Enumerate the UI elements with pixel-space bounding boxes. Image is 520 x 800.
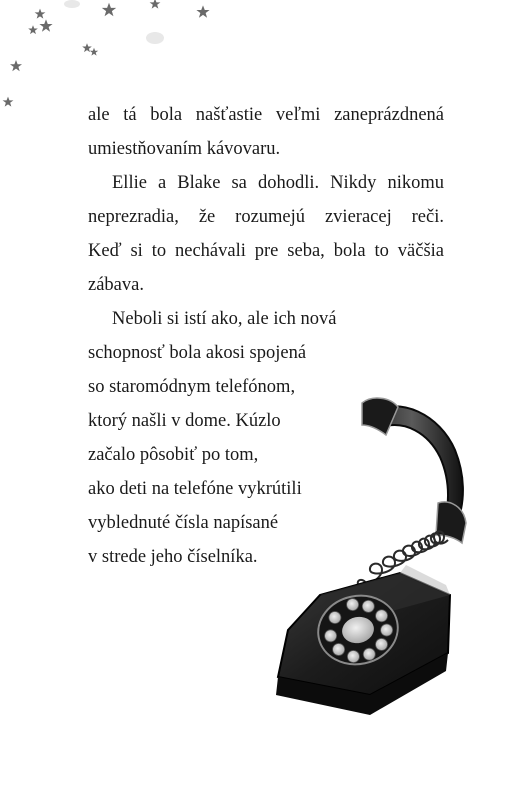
text-line: vyblednuté čísla napísané [88, 513, 279, 533]
text-line: v strede jeho číselníka. [88, 547, 258, 567]
star-icon [3, 97, 14, 107]
text-line: Neboli si istí ako, ale ich nová [112, 309, 337, 329]
text-line: ale tá bola našťastie veľmi zaneprázdnená [88, 105, 444, 125]
text-line: so staromódnym telefónom, [88, 377, 296, 397]
text-line: Keď si to nechávali pre seba, bola to väčšia [88, 241, 444, 261]
star-icon [150, 0, 161, 9]
text-line: neprezradia, že rozumejú zvieracej reči. [88, 207, 444, 227]
star-icon [90, 48, 98, 56]
text-line: ako deti na telefóne vykrútili [88, 479, 302, 499]
star-icon [102, 3, 116, 16]
star-icon [28, 25, 38, 34]
star-icon [196, 5, 209, 17]
paragraph-1 [88, 98, 444, 166]
paragraph-2 [88, 166, 444, 302]
text-line: Ellie a Blake sa dohodli. Nikdy nikomu [112, 173, 444, 193]
text-line: schopnosť bola akosi spojená [88, 343, 307, 363]
star-icon [10, 60, 22, 71]
handset [362, 398, 466, 543]
star-icon [35, 9, 46, 19]
text-line: zábava. [88, 275, 144, 295]
star-icon [39, 19, 52, 31]
rotary-telephone-illustration [250, 395, 500, 735]
text-line: ktorý našli v dome. Kúzlo [88, 411, 281, 431]
text-line: začalo pôsobiť po tom, [88, 445, 259, 465]
text-line: umiestňovaním kávovaru. [88, 139, 281, 159]
